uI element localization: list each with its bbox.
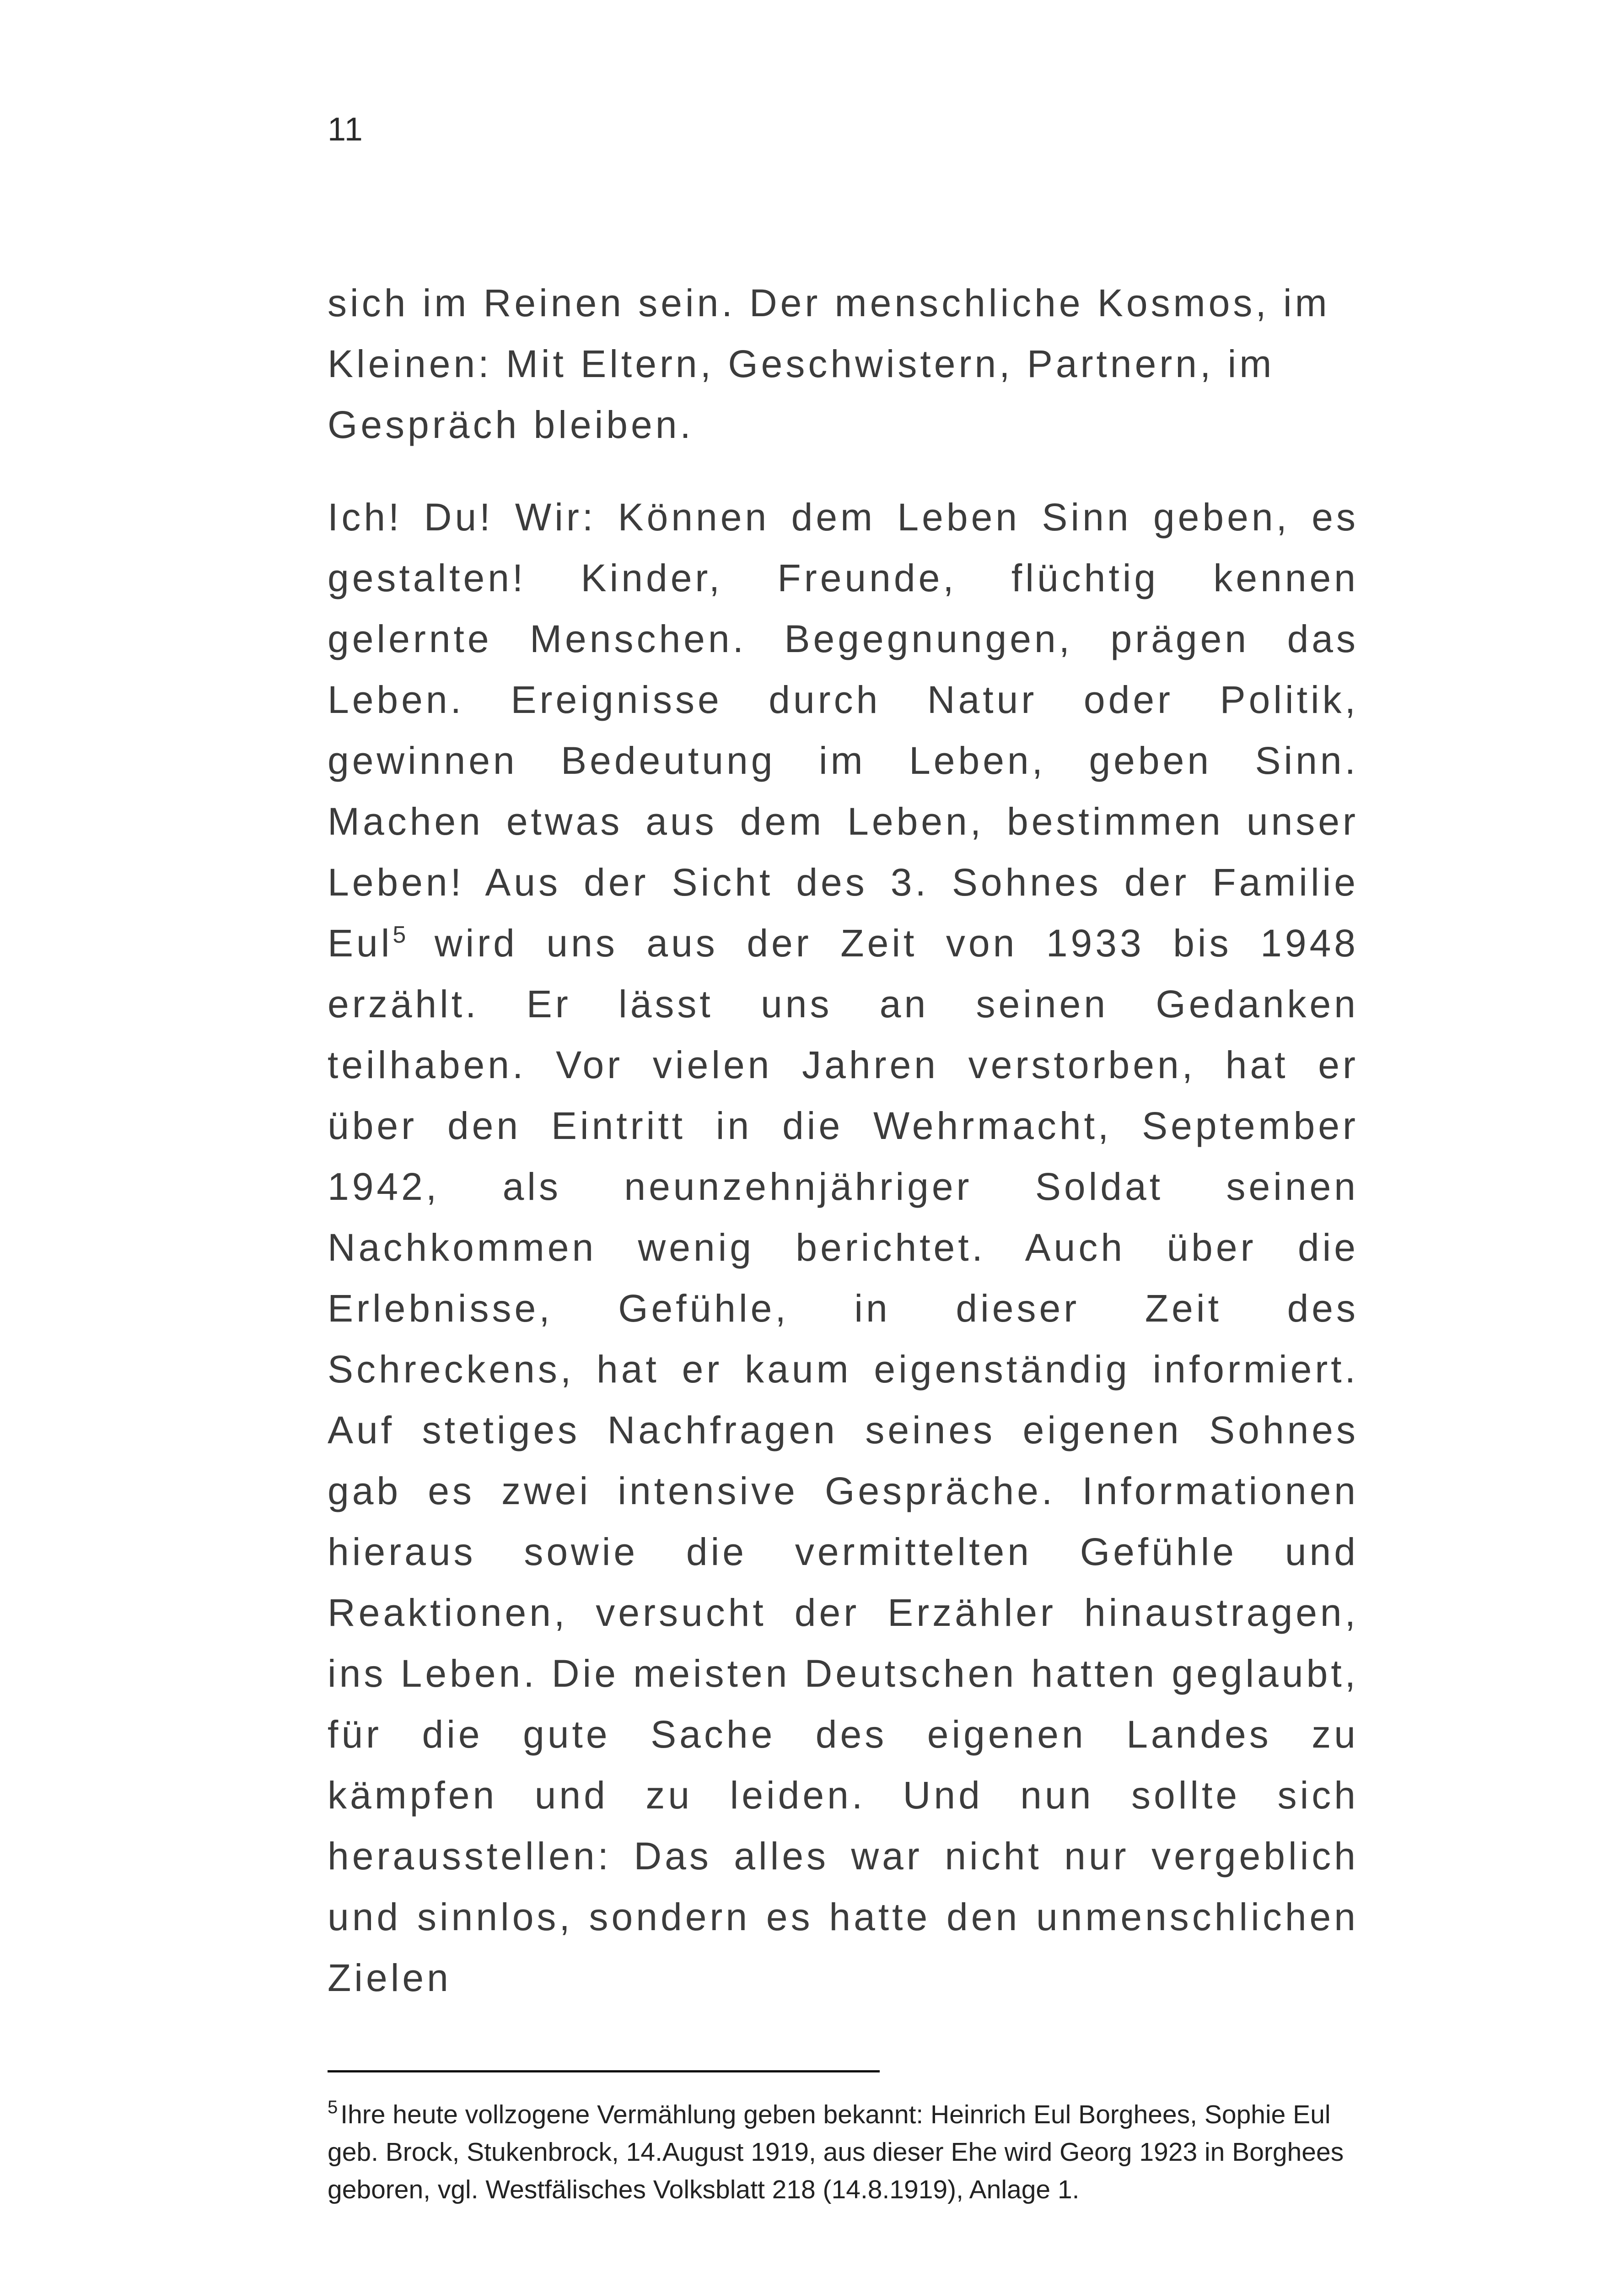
paragraph-main-text-after: wird uns aus der Zeit von 1933 bis 1948 erzählt. Er lässt uns an seinen Gedanken teilhaben. Vor vielen Jahren verstorben, hat er über den Eintritt in die Wehrmacht, September 1942, als neunzehnjähriger Soldat seinen Nachkommen wenig berichtet. Auch über die Erlebnisse, Gefühle, in dieser Zeit des Schreckens, hat er kaum eigenständig informiert. Auf stetiges Nachfragen seines eigenen Sohnes gab es zwei intensive Gespräche. Informationen hieraus sowie die vermittelten Gefühle und Reaktionen, versucht der Erzähler hinaustragen, ins Leben. Die meisten Deutschen hatten geglaubt, für die gute Sache des eigenen Landes zu kämpfen und zu leiden. Und nun sollte sich herausstellen: Das alles war nicht nur vergeblich und sinnlos, sondern es hatte den unmenschlichen Zielen: [328, 922, 1359, 1999]
paragraph-main: [328, 487, 1359, 2008]
footnote: [328, 2096, 1361, 2208]
page-number: 11: [328, 111, 364, 148]
footnote-marker: 5: [328, 2097, 338, 2117]
footnote-reference[interactable]: 5: [393, 922, 406, 948]
paragraph-main-text-before: Ich! Du! Wir: Können dem Leben Sinn geben, es gestalten! Kinder, Freunde, flüchtig kennen gelernte Menschen. Begegnungen, prägen das Leben. Ereignisse durch Natur oder Politik, gewinnen Bedeutung im Leben, geben Sinn. Machen etwas aus dem Leben, bestimmen unser Leben! Aus der Sicht des 3. Sohnes der Familie Eul: [328, 496, 1359, 965]
paragraph-intro: sich im Reinen sein. Der menschliche Kosmos, im Kleinen: Mit Eltern, Geschwistern, Partnern, im Gespräch bleiben.: [328, 281, 1330, 446]
footnote-text: Ihre heute vollzogene Vermählung geben bekannt: Heinrich Eul Borghees, Sophie Eul geb. Brock, Stukenbrock, 14.August 1919, aus dieser Ehe wird Georg 1923 in Borghees geboren, vgl. Westfälisches Volksblatt 218 (14.8.1919), Anlage 1.: [328, 2100, 1344, 2204]
footnote-divider: [328, 2070, 880, 2072]
